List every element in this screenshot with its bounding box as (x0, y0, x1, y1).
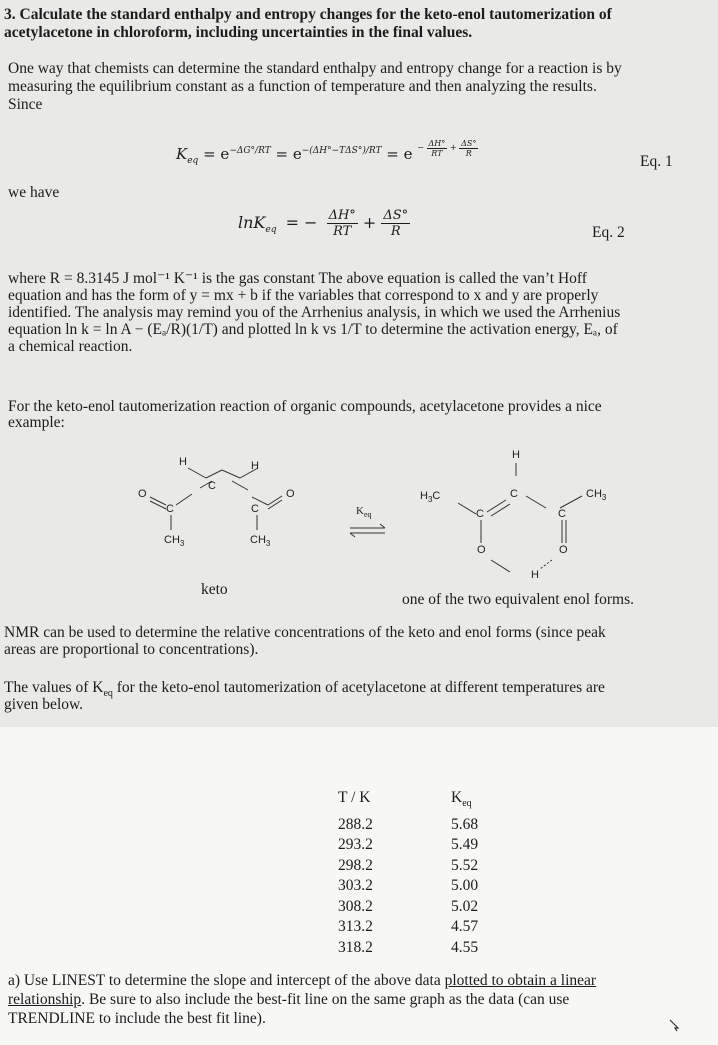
eq1-exp3-den2: R (465, 148, 472, 158)
table-row (338, 917, 478, 938)
part-a-underlined-1: plotted to obtain a linear (444, 972, 597, 989)
eq1-exp2: −(ΔH°−TΔS°)/RT (301, 146, 382, 156)
eq2-plus: + (362, 213, 377, 232)
cell-keq: 5.68 (451, 815, 479, 833)
question-title-line1: 3. Calculate the standard enthalpy and entropy changes for the keto-enol tautomerization of (4, 6, 612, 23)
eq1-exp3-num1: ΔH° (428, 138, 446, 148)
enol-o-left: O (477, 544, 486, 556)
question-title-line2: acetylacetone in chloroform, including uncertainties in the final values. (4, 24, 473, 41)
table-row (338, 835, 478, 856)
where-line5: a chemical reaction. (8, 338, 133, 355)
eq2-num1: ΔH° (328, 208, 356, 223)
keto-h1: H (179, 456, 187, 468)
cell-t: 303.2 (338, 877, 373, 895)
eq2-den2: R (390, 224, 401, 239)
values-text-b: for the keto-enol tautomerization of acetylacetone at different temperatures are (112, 679, 605, 696)
eq2-lhs-sub: eq (265, 225, 277, 236)
part-a-underlined-2: relationship (8, 991, 82, 1008)
eq1-exp1: −ΔG°/RT (229, 146, 271, 156)
part-a-line1 (8, 972, 596, 989)
cell-keq: 4.55 (451, 938, 479, 956)
enol-h-top: H (512, 449, 520, 461)
enol-c-left: C (476, 508, 484, 520)
cell-keq: 5.02 (451, 897, 479, 915)
part-a-line3: TRENDLINE to include the best fit line). (8, 1010, 266, 1027)
keto-ch3-right: $CH_3$ (250, 534, 271, 549)
eq1-label: Eq. 1 (640, 153, 673, 170)
cursor-icon (668, 1018, 682, 1032)
keto-o-left: O (138, 488, 147, 500)
cell-t: 313.2 (338, 918, 373, 936)
keto-c-right: C (251, 503, 259, 515)
eq1-part3: = e (386, 145, 413, 163)
example-line2: example: (8, 414, 65, 431)
where-line3: identified. The analysis may remind you of the Arrhenius analysis, in which we used the Arrhenius (8, 304, 621, 321)
keto-c-left: C (166, 503, 174, 515)
intro-line2: measuring the equilibrium constant as a function of temperature and then analyzing the results. (8, 78, 597, 95)
eq2-lhs: lnK (238, 213, 266, 232)
where-line4: equation ln k = ln A − (Eₐ/R)(1/T) and plotted ln k vs 1/T to determine the activation energy, Eₐ, of (8, 321, 618, 338)
values-line1 (4, 679, 605, 702)
eq1-exp3-den1: RT (431, 148, 443, 158)
enol-h-bridge: H (531, 569, 539, 581)
cell-keq: 5.52 (451, 856, 479, 874)
header-temperature: T / K (338, 789, 371, 806)
cell-t: 293.2 (338, 836, 373, 854)
keq-arrow-label: $K_{eq}$ (356, 505, 372, 520)
eq1-exp3-plus: + (449, 143, 457, 152)
part-a-text-2: . Be sure to also include the best-fit line on the same graph as the data (can use (81, 991, 570, 1008)
eq1-lhs: K (176, 145, 188, 163)
keto-label: keto (201, 581, 228, 598)
intro-line3: Since (8, 96, 43, 113)
values-keq-sub: eq (103, 688, 113, 700)
eq1-exp3-sign: − (417, 143, 424, 152)
keto-ch3-left: $CH_3$ (164, 534, 185, 549)
eq1-exp3-num2: ΔS° (461, 138, 477, 148)
eq1-part1: = e (203, 145, 230, 163)
enol-label: one of the two equivalent enol forms. (402, 591, 635, 608)
keto-o-right: O (286, 488, 295, 500)
nmr-line1: NMR can be used to determine the relative concentrations of the keto and enol forms (since peak (4, 624, 606, 641)
part-a-text: a) Use LINEST to determine the slope and intercept of the above data (8, 972, 445, 989)
values-line2: given below. (4, 696, 84, 713)
cell-t: 318.2 (338, 938, 373, 956)
eq2-den1: RT (333, 224, 352, 239)
keto-h2: H (251, 460, 259, 472)
eq2-label: Eq. 2 (592, 224, 625, 241)
table-row (338, 938, 478, 959)
table-header-row (338, 788, 478, 815)
enol-c-top: C (510, 488, 518, 500)
values-text-a: The values of K (4, 679, 104, 696)
table-row (338, 815, 478, 836)
table-row (338, 856, 478, 877)
cell-keq: 4.57 (451, 918, 479, 936)
cell-keq: 5.00 (451, 877, 479, 895)
where-line1: where R = 8.3145 J mol⁻¹ K⁻¹ is the gas constant The above equation is called the van’t Hoff (8, 270, 587, 287)
table-row (338, 876, 478, 897)
enol-o-right: O (559, 544, 568, 556)
we-have-text: we have (8, 184, 60, 201)
enol-h3c: $H_3C$ (420, 490, 441, 505)
example-line1: For the keto-enol tautomerization reaction of organic compounds, acetylacetone provides a nice (8, 398, 602, 415)
eq2-num2: ΔS° (383, 208, 409, 223)
keq-temperature-table (338, 788, 478, 958)
cell-t: 298.2 (338, 856, 373, 874)
keto-c-center: C (208, 480, 216, 492)
cell-t: 308.2 (338, 897, 373, 915)
enol-ch3: $CH_3$ (586, 488, 607, 503)
part-a-line2 (8, 991, 569, 1008)
where-line2: equation and has the form of y = mx + b if the variables that correspond to x and y are properly (8, 287, 599, 304)
eq1-part2: = e (275, 145, 302, 163)
eq1-lhs-sub: eq (187, 156, 199, 166)
cell-t: 288.2 (338, 815, 373, 833)
nmr-line2: areas are proportional to concentrations). (4, 641, 259, 658)
table-row (338, 897, 478, 918)
header-keq: $K_{eq}$ (451, 789, 472, 810)
cell-keq: 5.49 (451, 836, 479, 854)
intro-line1: One way that chemists can determine the standard enthalpy and entropy change for a reaction is by (8, 60, 622, 77)
eq2-equals: = − (285, 213, 318, 232)
enol-c-right: C (558, 508, 566, 520)
